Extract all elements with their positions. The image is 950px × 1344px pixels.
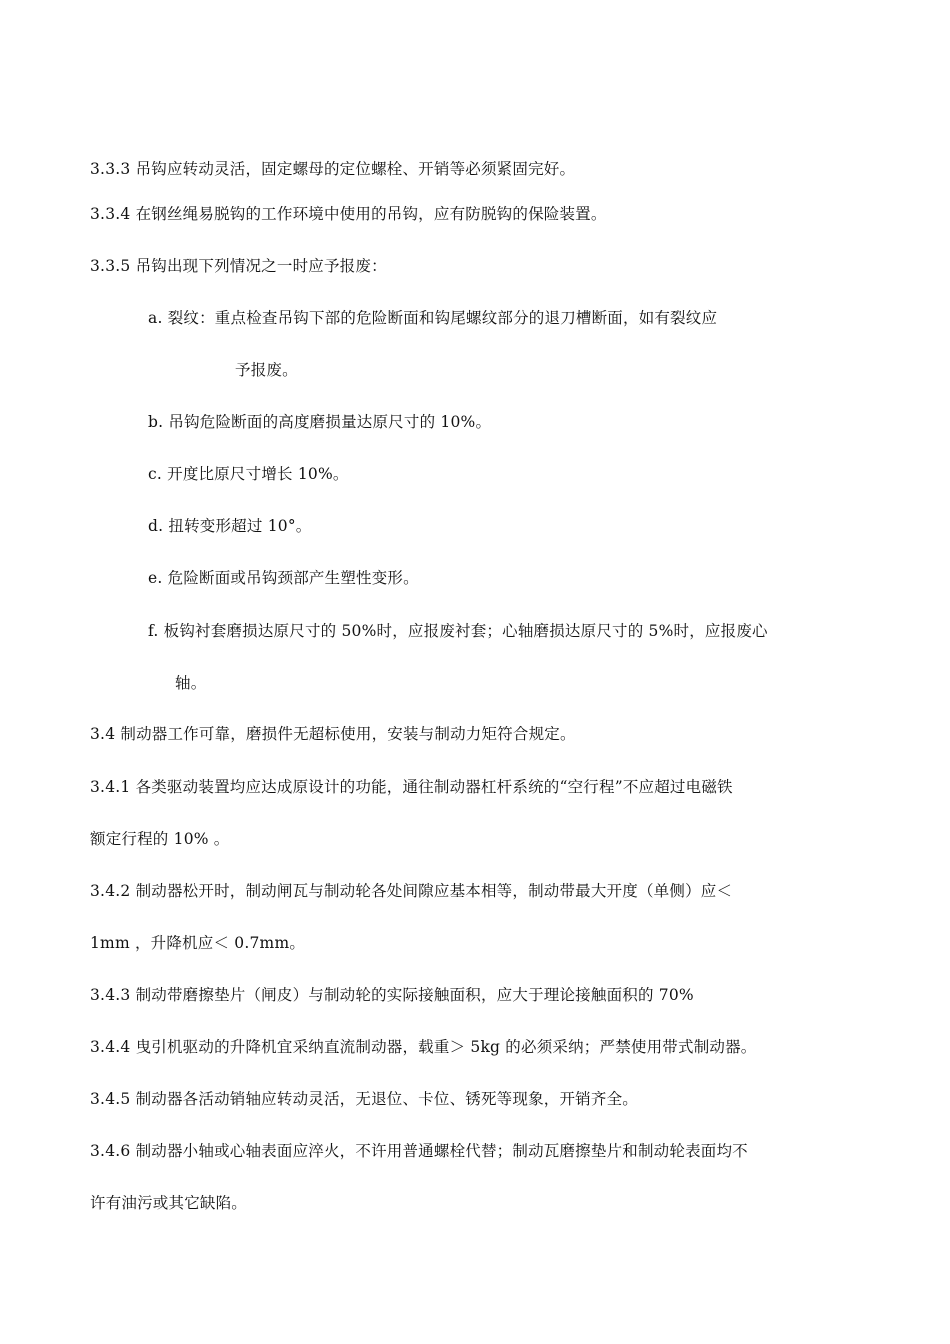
list-item-d: d. 扭转变形超过 10°。 <box>148 517 312 535</box>
list-item-f: f. 板钩衬套磨损达原尺寸的 50%时，应报废衬套；心轴磨损达原尺寸的 5%时，应报废心 <box>148 622 768 640</box>
list-item-c: c. 开度比原尺寸增长 10%。 <box>148 465 349 483</box>
list-item-b: b. 吊钩危险断面的高度磨损量达原尺寸的 10%。 <box>148 413 492 431</box>
list-item-a-continued: 予报废。 <box>235 361 298 379</box>
list-item-f-continued: 轴。 <box>175 674 207 692</box>
clause-3-4-6-continued: 许有油污或其它缺陷。 <box>90 1194 248 1212</box>
clause-3-4-1-continued: 额定行程的 10% 。 <box>90 830 230 848</box>
clause-3-3-3: 3.3.3 吊钩应转动灵活，固定螺母的定位螺栓、开销等必须紧固完好。 <box>90 160 576 178</box>
list-item-a: a. 裂纹：重点检查吊钩下部的危险断面和钩尾螺纹部分的退刀槽断面，如有裂纹应 <box>148 309 718 327</box>
clause-3-4-2: 3.4.2 制动器松开时，制动闸瓦与制动轮各处间隙应基本相等，制动带最大开度（单侧）应＜ <box>90 882 733 900</box>
clause-3-3-4: 3.3.4 在钢丝绳易脱钩的工作环境中使用的吊钩，应有防脱钩的保险装置。 <box>90 205 607 223</box>
clause-3-4: 3.4 制动器工作可靠，磨损件无超标使用，安装与制动力矩符合规定。 <box>90 725 576 743</box>
clause-3-4-4: 3.4.4 曳引机驱动的升降机宜采纳直流制动器，载重＞ 5kg 的必须采纳；严禁使用带式制动器。 <box>90 1038 757 1056</box>
clause-3-4-1: 3.4.1 各类驱动装置均应达成原设计的功能，通往制动器杠杆系统的“空行程”不应超过电磁铁 <box>90 778 733 796</box>
clause-3-4-6: 3.4.6 制动器小轴或心轴表面应淬火，不许用普通螺栓代替；制动瓦磨擦垫片和制动轮表面均不 <box>90 1142 748 1160</box>
clause-3-4-2-continued: 1mm ，升降机应＜ 0.7mm。 <box>90 934 306 952</box>
clause-3-4-3: 3.4.3 制动带磨擦垫片（闸皮）与制动轮的实际接触面积，应大于理论接触面积的 70% <box>90 986 694 1004</box>
list-item-e: e. 危险断面或吊钩颈部产生塑性变形。 <box>148 569 419 587</box>
clause-3-4-5: 3.4.5 制动器各活动销轴应转动灵活，无退位、卡位、锈死等现象，开销齐全。 <box>90 1090 638 1108</box>
clause-3-3-5: 3.3.5 吊钩出现下列情况之一时应予报废： <box>90 257 387 275</box>
